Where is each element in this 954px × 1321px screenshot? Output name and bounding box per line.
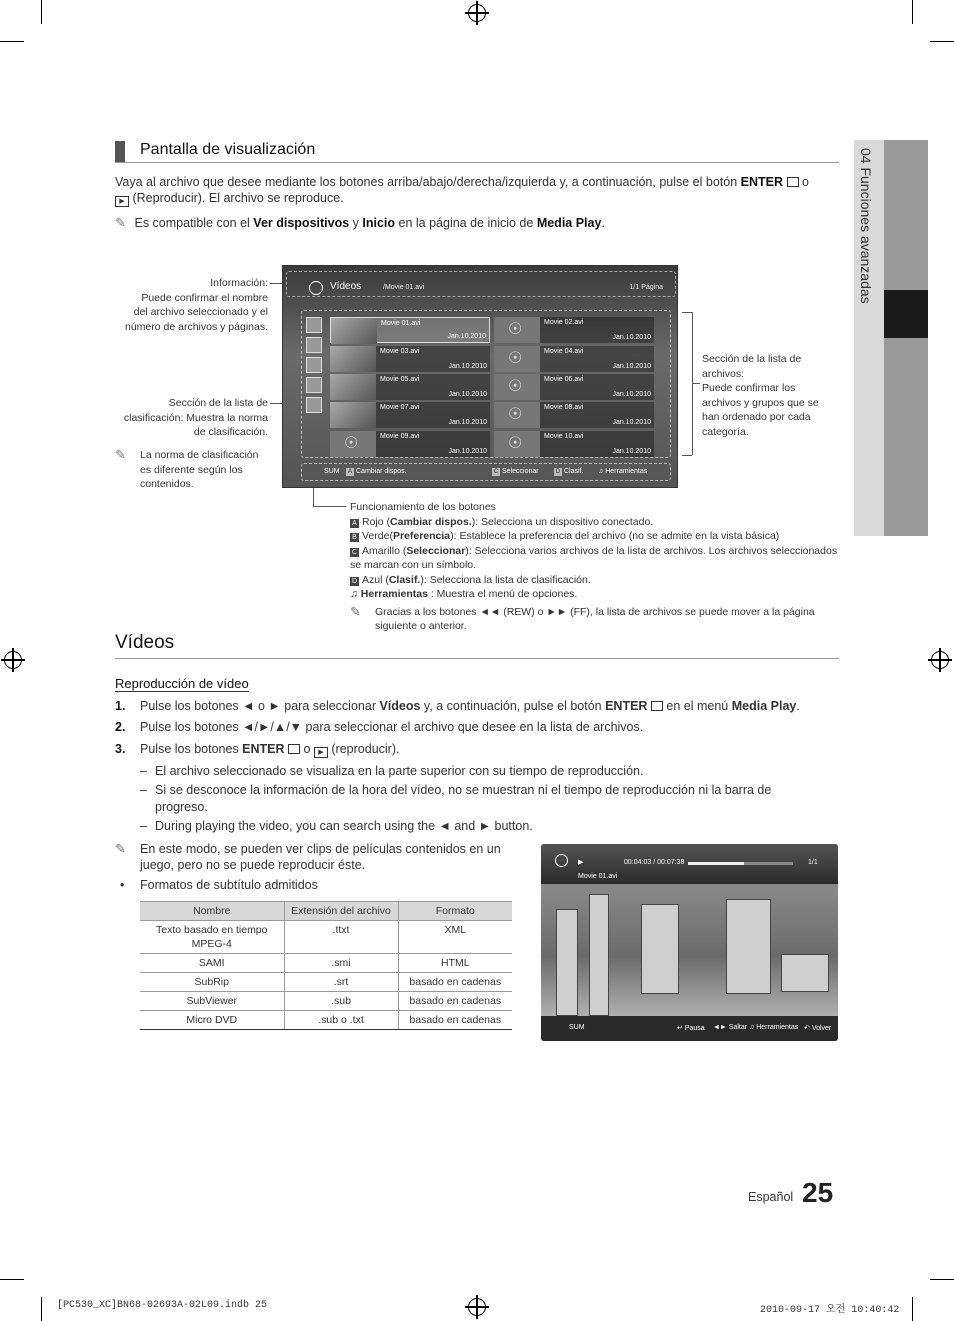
giraffe-shape xyxy=(556,909,578,1016)
sort-list xyxy=(306,317,322,417)
buttons-title: Funcionamiento de los botones xyxy=(350,501,496,513)
file-counter: 1/1 xyxy=(808,859,818,866)
sum-label: SUM xyxy=(324,468,340,475)
key-d: D xyxy=(555,469,561,475)
yellow-button-desc: C Amarillo (Seleccionar): Selecciona varios archivos de la lista de archivos. Los archivos seleccionados se marcan con un símbolo. xyxy=(350,544,838,571)
crop-mark xyxy=(41,1297,42,1321)
rew-ff-note: ✎ Gracias a los botones ◄◄ (REW) o ►► (FF), la lista de archivos se puede mover a la página siguiente o anterior. xyxy=(350,603,815,632)
thumbnail xyxy=(330,402,376,428)
playback-control-bar xyxy=(541,1016,838,1041)
registration-mark-icon xyxy=(931,651,949,669)
compat-note: ✎ Es compatible con el Ver dispositivos y Inicio en la página de inicio de Media Play. xyxy=(115,215,605,230)
side-tab-strip xyxy=(884,140,928,536)
left-right-icon: ◄► xyxy=(713,1024,729,1031)
file-item[interactable]: ☉ Movie 10.avi Jan.10.2010 xyxy=(494,431,654,457)
file-item[interactable]: Movie 03.avi Jan.10.2010 xyxy=(330,346,490,372)
thumbnail xyxy=(330,346,376,372)
enter-icon xyxy=(288,744,300,754)
videos-icon xyxy=(555,854,568,867)
thumbnail xyxy=(331,318,377,344)
column-header: Formato xyxy=(398,902,512,921)
blue-button-desc: D Azul (Clasif.): Selecciona la lista de clasificación. xyxy=(351,573,591,586)
playback-time: 00:04:03 / 00:07:38 xyxy=(624,859,685,866)
side-tab-active-marker xyxy=(884,290,928,338)
sum-label: SUM xyxy=(569,1024,585,1031)
callout-line xyxy=(692,383,700,384)
section-title: Pantalla de visualización xyxy=(140,141,316,158)
media-play-screen xyxy=(282,265,678,488)
play-icon: ▶ xyxy=(115,196,129,207)
crop-mark xyxy=(930,1279,954,1280)
divider xyxy=(115,658,839,659)
file-item[interactable]: ☉ Movie 02.avi Jan.10.2010 xyxy=(494,317,654,343)
tools-button[interactable]: ♫ Herramientas xyxy=(749,1024,799,1031)
giraffe-shape xyxy=(781,954,829,992)
tools-button[interactable]: ♫ Herramientas xyxy=(598,468,648,475)
file-path: /Movie 01.avi xyxy=(383,284,425,291)
table-row: SubRip .srt basado en cadenas xyxy=(140,973,512,992)
table-row: Texto basado en tiempo MPEG-4 .ttxt XML xyxy=(140,921,512,954)
subtitle-format-table xyxy=(140,901,512,1030)
key-c: C xyxy=(351,548,358,556)
ff-icon: ►► xyxy=(546,605,568,618)
table-header-row xyxy=(140,902,512,921)
table-row: SAMI .smi HTML xyxy=(140,954,512,973)
videos-icon xyxy=(309,281,323,295)
video-playback-subheading: Reproducción de vídeo xyxy=(115,676,249,691)
film-reel-icon xyxy=(494,346,540,372)
film-reel-icon xyxy=(494,374,540,400)
crop-mark xyxy=(0,41,24,42)
video-playback-screen xyxy=(541,844,838,1041)
registration-mark-icon xyxy=(4,651,22,669)
sort-date-icon[interactable] xyxy=(306,357,322,373)
key-a: A xyxy=(350,519,359,528)
crop-mark xyxy=(41,0,42,24)
tools-icon: ♫ xyxy=(749,1024,757,1031)
file-item[interactable]: Movie 01.avi Jan.10.2010 xyxy=(330,317,490,343)
callout-line xyxy=(313,506,346,507)
progress-fill xyxy=(688,862,744,865)
intro-paragraph: Vaya al archivo que desee mediante los botones arriba/abajo/derecha/izquierda y, a continuación, pulse el botón ENTER o ▶ (Reproducir). El archivo se reproduce. xyxy=(115,175,809,205)
sort-folder-icon[interactable] xyxy=(306,317,322,333)
back-button[interactable]: ↶ Volver xyxy=(804,1025,832,1032)
page-counter: 1/1 Página xyxy=(629,284,663,291)
file-name: Movie 01.avi xyxy=(578,873,618,880)
video-frame-image xyxy=(541,884,838,1016)
change-device-button[interactable]: A Cambiar dispos. xyxy=(347,468,407,475)
print-footer-right: 2010-09-17 오전 10:40:42 xyxy=(760,1305,900,1316)
note-icon: ✎ xyxy=(115,447,126,462)
tools-icon: ♫ xyxy=(598,468,606,475)
giraffe-shape xyxy=(589,894,609,1016)
file-item[interactable]: ☉ Movie 08.avi Jan.10.2010 xyxy=(494,402,654,428)
note-icon: ✎ xyxy=(115,215,126,230)
giraffe-shape xyxy=(641,904,679,994)
info-bar xyxy=(286,271,676,297)
button-bar xyxy=(301,463,671,481)
pause-button[interactable]: ↵ Pausa xyxy=(677,1025,705,1032)
select-button[interactable]: C Seleccionar xyxy=(493,468,539,475)
heading-bar xyxy=(115,141,125,162)
callout-sort: Sección de la lista de clasificación: Muestra la norma de clasificación. xyxy=(123,397,268,438)
file-item[interactable]: ☉ Movie 04.avi Jan.10.2010 xyxy=(494,346,654,372)
film-reel-icon xyxy=(494,402,540,428)
sort-title-icon[interactable] xyxy=(306,337,322,353)
play-icon: ▶ xyxy=(314,747,328,758)
column-header: Nombre xyxy=(140,902,284,921)
key-d: D xyxy=(351,577,358,585)
page-number: 25 xyxy=(802,1177,834,1208)
return-icon: ↶ xyxy=(804,1025,812,1032)
table-row: SubViewer .sub basado en cadenas xyxy=(140,992,512,1011)
play-icon: ▶ xyxy=(578,859,584,866)
tools-icon: ♫ xyxy=(350,588,361,600)
column-header: Extensión del archivo xyxy=(284,902,398,921)
table-row: Micro DVD .sub o .txt basado en cadenas xyxy=(140,1011,512,1030)
file-item[interactable]: Movie 07.avi Jan.10.2010 xyxy=(330,402,490,428)
language-label: Español xyxy=(748,1190,794,1204)
crop-mark xyxy=(912,1297,913,1321)
crop-mark xyxy=(0,1279,24,1280)
enter-icon: ↵ xyxy=(677,1025,685,1032)
film-reel-icon xyxy=(494,317,540,343)
callout-line xyxy=(682,312,692,313)
videos-heading: Vídeos xyxy=(115,632,175,653)
key-a: A xyxy=(347,469,352,475)
thumbnail xyxy=(330,374,376,400)
giraffe-shape xyxy=(726,899,771,994)
file-item[interactable]: ☉ Movie 06.avi Jan.10.2010 xyxy=(494,374,654,400)
film-reel-icon xyxy=(330,431,376,457)
registration-mark-icon xyxy=(468,1298,486,1316)
print-footer-left: [PC530_XC]BN68-02693A-02L09.indb 25 xyxy=(57,1300,268,1311)
registration-mark-icon xyxy=(468,4,486,22)
side-tab-label: 04 Funciones avanzadas xyxy=(858,148,874,304)
enter-icon xyxy=(787,177,799,187)
file-list xyxy=(301,310,671,458)
screen-title: Vídeos xyxy=(330,281,362,292)
key-c: C xyxy=(493,469,499,475)
tools-button-desc: ♫ Herramientas : Muestra el menú de opciones. xyxy=(350,588,578,600)
progress-bar[interactable] xyxy=(688,862,793,865)
buttons-description xyxy=(350,500,840,634)
crop-mark xyxy=(930,41,954,42)
playback-info-bar xyxy=(541,844,838,884)
film-reel-icon xyxy=(494,431,540,457)
skip-button[interactable]: ◄► Saltar xyxy=(713,1024,748,1031)
callout-list: Sección de la lista de archivos: Puede confirmar los archivos y grupos que se han ordenado por cada categoría. xyxy=(702,353,819,438)
enter-icon xyxy=(651,701,663,711)
red-button-desc: A Rojo (Cambiar dispos.): Selecciona un dispositivo conectado. xyxy=(350,515,840,530)
sort-preference-icon[interactable] xyxy=(306,397,322,413)
key-b: B xyxy=(350,533,359,542)
callout-line xyxy=(682,455,692,456)
sort-button[interactable]: D Clasif. xyxy=(555,468,584,475)
green-button-desc: B Verde(Preferencia): Establece la preferencia del archivo (no se admite en la vista básica) xyxy=(350,529,840,544)
note-icon: ✎ xyxy=(350,603,361,619)
sort-timeline-icon[interactable] xyxy=(306,377,322,393)
rew-icon: ◄◄ xyxy=(479,605,501,618)
file-item[interactable]: ☉ Movie 09.avi Jan.10.2010 xyxy=(330,431,490,457)
crop-mark xyxy=(912,0,913,24)
note-icon: ✎ xyxy=(115,841,126,856)
section-heading xyxy=(115,140,839,163)
file-item[interactable]: Movie 05.avi Jan.10.2010 xyxy=(330,374,490,400)
callout-info: Información: Puede confirmar el nombre del archivo seleccionado y el número de archivos y páginas. xyxy=(125,277,268,333)
